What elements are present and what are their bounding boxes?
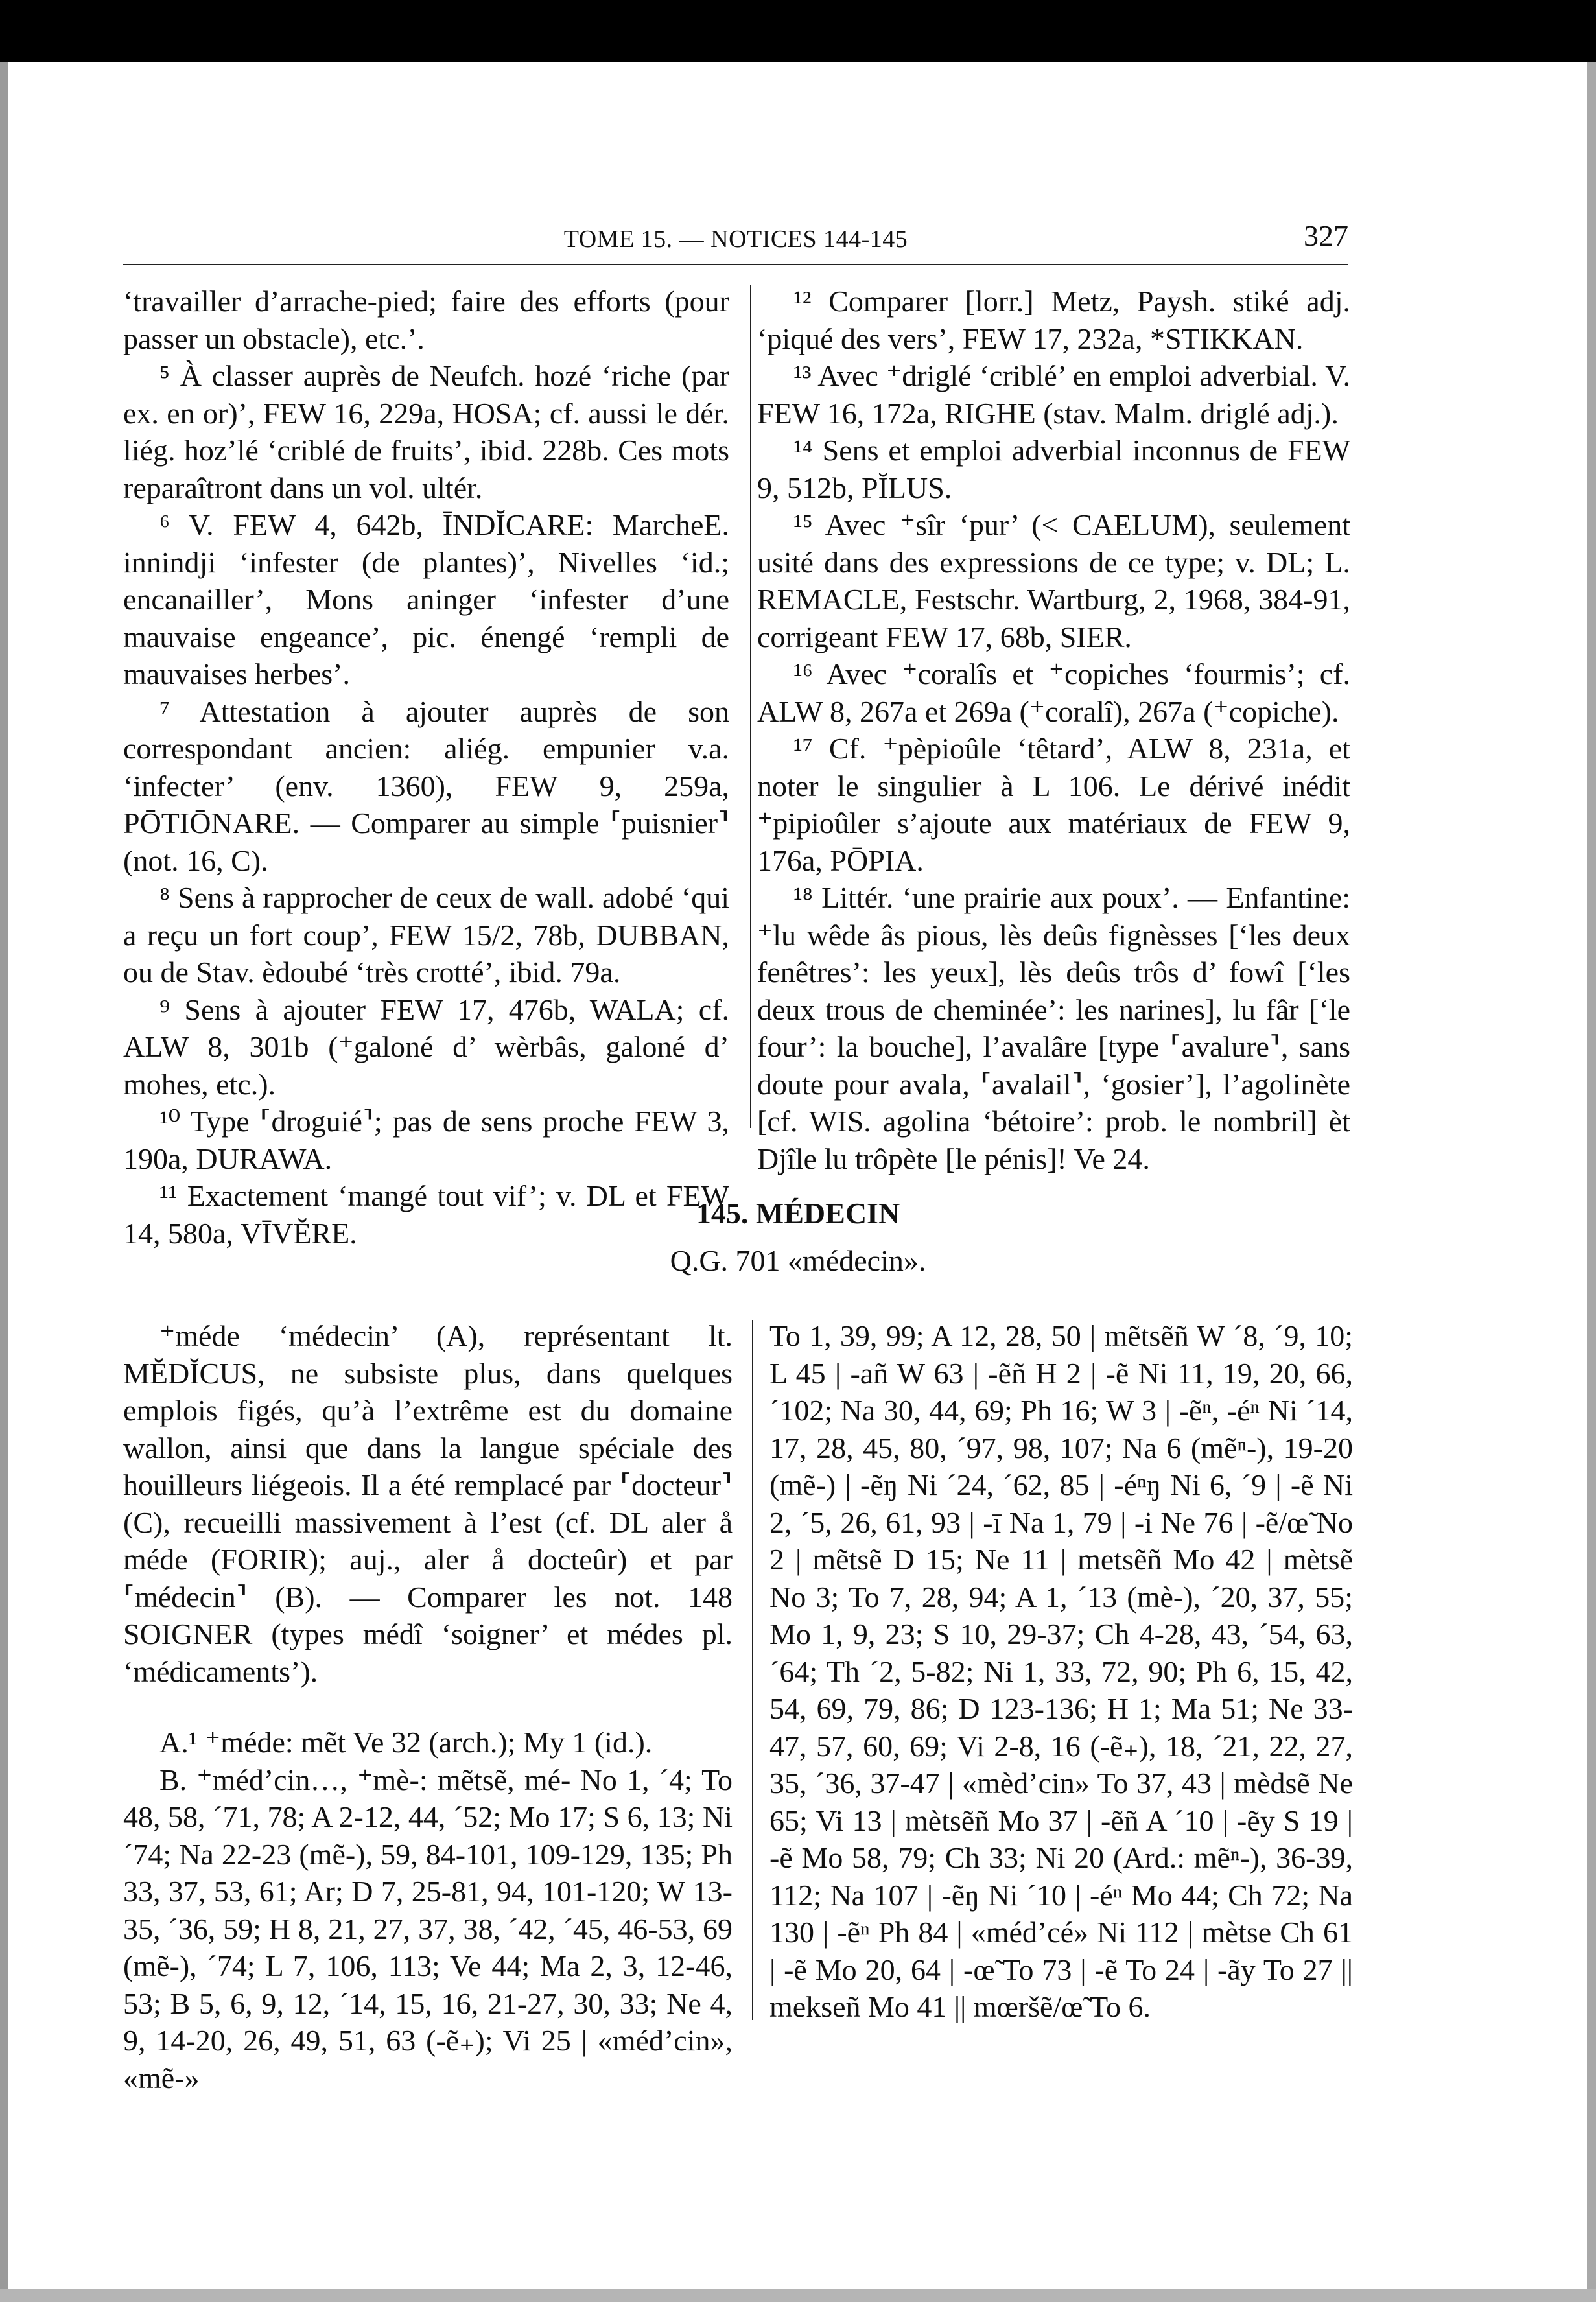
entry-b: B. ⁺méd’cin…, ⁺mè-: mẽtsẽ, mé- No 1, ´4; To 48, 58, ´71, 78; A 2-12, 44, ´52; Mo 17; S 6, 13; Ni ´74; Na 22-23 (mẽ-), 59, 84-101, 109-129, 135; Ph 33, 37, 53, 61; Ar; D 7, 25-81, 94, 101-120; W 13-35, ´36, 59; H 8, 21, 27, 37, 38, ´42, ´45, 46-53, 69 (mẽ-), ´74; L 7, 106, 113; Ve 44; Ma 2, 3, 12-46, 53; B 5, 6, 9, 12, ´14, 15, 16, 21-27, 30, 33; Ne 4, 9, 14-20, 26, 49, 51, 63 (-ẽ₊); Vi 25 | «méd’cin», «mẽ-» — [123, 1763, 733, 2095]
scan-right-edge — [1587, 62, 1596, 2302]
footnote-5: ⁵ À classer auprès de Neufch. hozé ‘riche (par ex. en or)’, FEW 16, 229a, HOSA; cf. aussi le dér. liég. hoz’lé ‘criblé de fruits’, ibid. 228b. Ces mots reparaîtront dans un vol. ultér. — [123, 359, 729, 504]
footnote-12: ¹² Comparer [lorr.] Metz, Paysh. stiké adj. ‘piqué des vers’, FEW 17, 232a, *STIKKAN. — [757, 285, 1350, 355]
paragraph-gap — [123, 1690, 733, 1724]
entry-b-continued: To 1, 39, 99; A 12, 28, 50 | mẽtsẽñ W ´8, ´9, 10; L 45 | -añ W 63 | -ẽñ H 2 | -ẽ Ni 11, 19, 20, 66, ´102; Na 30, 44, 69; Ph 16; W 3 | -ẽⁿ, -éⁿ Ni ´14, 17, 28, 45, 80, ´97, 98, 107; Na 6 (mẽⁿ-), 19-20 (mẽ-) | -ẽŋ Ni ´24, ´62, 85 | -éⁿŋ Ni 6, ´9 | -ẽ Ni 2, ´5, 26, 61, 93 | -ī Na 1, 79 | -i Ne 76 | -ẽ/œ̃ No 2 | mẽtsẽ D 15; Ne 11 | metsẽñ Mo 42 | mètsẽ No 3; To 7, 28, 94; A 1, ´13 (mè-), ´20, 37, 55; Mo 1, 9, 23; S 10, 29-37; Ch 4-28, 43, ´54, 63, ´64; Th ´2, 5-82; Ni 1, 33, 72, 90; Ph 6, 15, 42, 54, 69, 79, 86; D 123-136; H 1; Ma 51; Ne 33-47, 57, 60, 69; Vi 2-8, 16 (-ẽ₊), 18, ´21, 22, 27, 35, ´36, 37-47 | «mèd’cin» To 37, 43 | mèdsẽ Ne 65; Vi 13 | mètsẽñ Mo 37 | -ẽñ A ´10 | -ẽy S 19 | -ẽ Mo 58, 79; Ch 33; Ni 20 (Ard.: mẽⁿ-), 36-39, 112; Na 107 | -ẽŋ Ni ´10 | -éⁿ Mo 44; Ch 72; Na 130 | -ẽⁿ Ph 84 | «méd’cé» Ni 112 | mètse Ch 61 | -ẽ Mo 20, 64 | -œ̃ To 73 | -ẽ To 24 | -ãy To 27 || mekseñ Mo 41 || mœršẽ/œ̃ To 6. — [769, 1319, 1353, 2023]
body-left-column — [123, 1317, 733, 2096]
footnote-continuation: ‘travailler d’arrache-pied; faire des efforts (pour passer un obstacle), etc.’. — [123, 285, 729, 355]
footnote-14: ¹⁴ Sens et emploi adverbial inconnus de FEW 9, 512b, PĬLUS. — [757, 434, 1350, 504]
footnote-17: ¹⁷ Cf. ⁺pèpioûle ‘têtard’, ALW 8, 231a, et noter le singulier à L 106. Le dérivé inédit ⁺pipioûler s’ajoute aux matériaux de FEW 9, 176a, PŌPIA. — [757, 732, 1350, 877]
footnote-11: ¹¹ Exactement ‘mangé tout vif’; v. DL et FEW 14, 580a, VĪVĔRE. — [123, 1179, 729, 1250]
footnote-13: ¹³ Avec ⁺driglé ‘criblé’ en emploi adverbial. V. FEW 16, 172a, RIGHE (stav. Malm. driglé adj.). — [757, 359, 1350, 430]
footnote-7: ⁷ Attestation à ajouter auprès de son correspondant ancien: aliég. empunier v.a. ‘infecter’ (env. 1360), FEW 9, 259a, PŌTIŌNARE. — Comparer au simple ⸢puisnier⸣ (not. 16, C). — [123, 694, 729, 877]
body-right-column — [769, 1317, 1353, 2026]
scan-bottom-edge — [0, 2289, 1596, 2302]
running-head: TOME 15. — NOTICES 144-145 — [563, 226, 908, 253]
footnotes-left-column — [123, 283, 729, 1252]
footnote-10: ¹⁰ Type ⸢droguié⸣; pas de sens proche FEW 3, 190a, DURAWA. — [123, 1105, 729, 1175]
column-divider-top — [750, 285, 751, 1128]
page-header — [123, 217, 1348, 265]
footnote-18: ¹⁸ Littér. ‘une prairie aux poux’. — Enfantine: ⁺lu wêde âs pious, lès deûs fignèsses [‘les deux fenêtres’: les yeux], lès deûs trôs d’ fowî [‘les deux trous de cheminée’: les narines], lu fâr [‘le four’: la bouche], l’avalâre [type ⸢avalure⸣, sans doute pour avala, ⸢avalail⸣, ‘gosier’], l’agolinète [cf. WIS. agolina ‘bétoire’: prob. le nombril] èt Djîle lu trôpète [le pénis]! Ve 24. — [757, 881, 1350, 1175]
section-subtitle: Q.G. 701 «médecin». — [670, 1244, 926, 1277]
footnote-15: ¹⁵ Avec ⁺sîr ‘pur’ (< CAELUM), seulement usité dans des expressions de ce type; v. DL; L. REMACLE, Festschr. Wartburg, 2, 1968, 384-91, corrigeant FEW 17, 68b, SIER. — [757, 508, 1350, 653]
scan-top-border — [0, 0, 1596, 62]
footnote-6: ⁶ V. FEW 4, 642b, ĪNDĬCARE: MarcheE. innindji ‘infester (de plantes)’, Nivelles ‘id.; encanailler’, Mons aninger ‘infester d’une mauvaise engeance’, pic. énengé ‘rempli de mauvaises herbes’. — [123, 508, 729, 690]
footnote-9: ⁹ Sens à ajouter FEW 17, 476b, WALA; cf. ALW 8, 301b (⁺galoné d’ wèrbâs, galoné d’ mohes, etc.). — [123, 992, 729, 1101]
page-number: 327 — [1304, 219, 1348, 252]
footnotes-right-column — [757, 283, 1350, 1177]
entry-a: A.¹ ⁺méde: mẽt Ve 32 (arch.); My 1 (id.). — [159, 1726, 653, 1759]
footnote-8: ⁸ Sens à rapprocher de ceux de wall. adobé ‘qui a reçu un fort coup’, FEW 15/2, 78b, DUBBAN, ou de Stav. èdoubé ‘très crotté’, ibid. 79a. — [123, 881, 729, 989]
section-title: 145. MÉDECIN — [696, 1197, 900, 1230]
footnote-16: ¹⁶ Avec ⁺coralîs et ⁺copiches ‘fourmis’; cf. ALW 8, 267a et 269a (⁺coralî), 267a (⁺copiche). — [757, 657, 1350, 728]
scan-left-edge — [0, 62, 8, 2302]
column-divider-bottom — [752, 1320, 753, 2020]
intro-paragraph: ⁺méde ‘médecin’ (A), représentant lt. MĔDĬCUS, ne subsiste plus, dans quelques emplois figés, qu’à l’extrême est du domaine wallon, ainsi que dans la langue spéciale des houilleurs liégeois. Il a été remplacé par ⸢docteur⸣ (C), recueilli massivement à l’est (cf. DL aler å méde (FORIR); auj., aler å docteûr) et par ⸢médecin⸣ (B). — Comparer les not. 148 SOIGNER (types médî ‘soigner’ et médes pl. ‘médicaments’). — [123, 1319, 733, 1688]
